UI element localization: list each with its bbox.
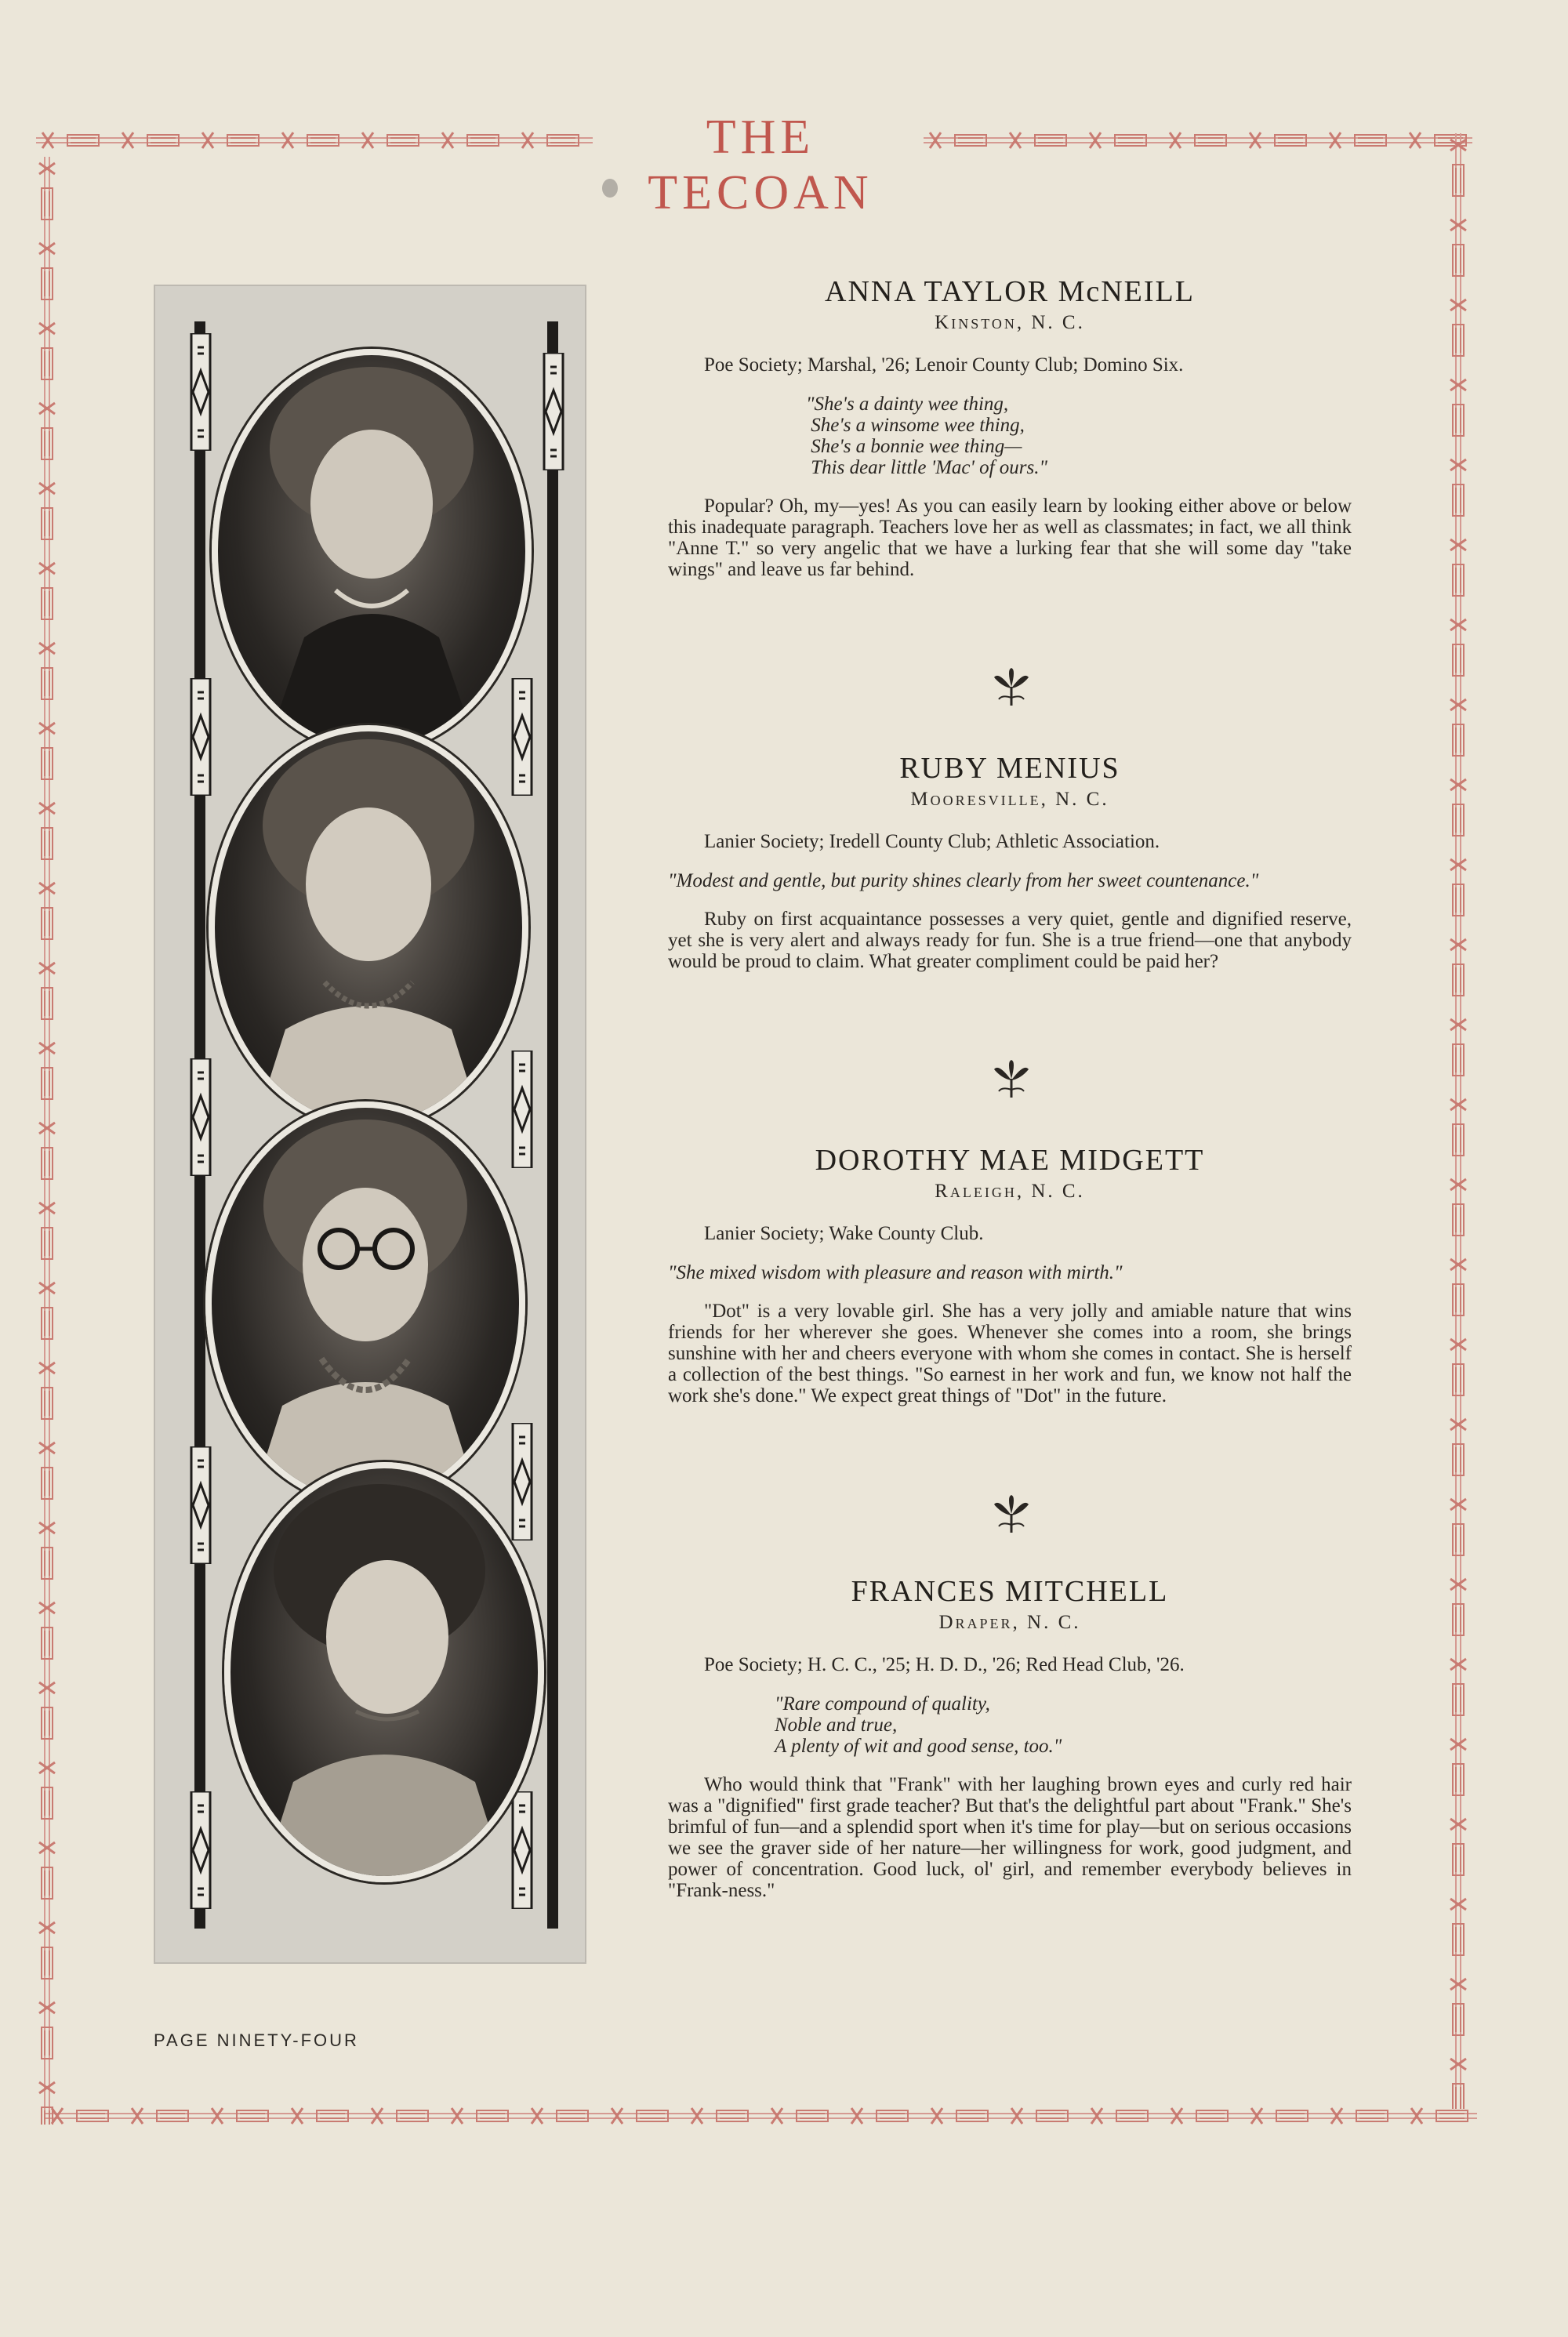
right-rail	[547, 321, 558, 1929]
entry-dorothy-midgett	[668, 1143, 1352, 1406]
entry-anna-mcneill	[668, 274, 1352, 580]
student-name: FRANCES MITCHELL	[851, 1575, 1169, 1608]
biography: Popular? Oh, my—yes! As you can easily learn by looking either above or below this inadequate paragraph. Teachers love her as well as classmates; in fact, we all think "Anne T." so very angelic that we have a lurking fear that she will some day "take wings" and leave us far behind.	[668, 495, 1352, 580]
hometown: Mooresville, N. C.	[910, 789, 1109, 810]
biography: Ruby on first acquaintance possesses a very quiet, gentle and dignified reserve, yet she is very alert and always ready for fun. She is a true friend—one that anybody would be proud to claim. What greater compliment could be paid her?	[668, 909, 1352, 972]
page-number: PAGE NINETY-FOUR	[154, 2030, 359, 2050]
student-name: RUBY MENIUS	[899, 752, 1120, 785]
diamond-ornament-icon	[538, 353, 569, 470]
portrait-dorothy-midgett	[212, 1108, 519, 1500]
portrait-anna-mcneill	[218, 355, 525, 747]
diamond-ornament-icon	[185, 678, 216, 796]
quote: "She mixed wisdom with pleasure and reason with mirth."	[668, 1262, 1123, 1283]
bottom-border-ornament	[45, 2105, 1477, 2127]
student-name: ANNA TAYLOR McNEILL	[825, 275, 1195, 308]
student-name: DOROTHY MAE MIDGETT	[815, 1144, 1205, 1177]
top-right-border-ornament	[924, 129, 1472, 151]
hometown: Draper, N. C.	[938, 1612, 1081, 1633]
hometown: Raleigh, N. C.	[935, 1181, 1085, 1202]
portrait-ruby-menius	[215, 731, 522, 1123]
running-head: THE TECOAN	[648, 111, 873, 220]
portrait-photo	[212, 349, 532, 753]
quote: "She's a dainty wee thing, She's a winsome wee thing, She's a bonnie wee thing— This dear little 'Mac' of ours."	[806, 394, 1047, 478]
organizations: Lanier Society; Wake County Club.	[704, 1223, 984, 1244]
organizations: Poe Society; H. C. C., '25; H. D. D., '26; Red Head Club, '26.	[704, 1654, 1185, 1675]
portrait-photo	[224, 1462, 544, 1882]
diamond-ornament-icon	[185, 333, 216, 451]
entry-frances-mitchell	[668, 1574, 1352, 1901]
organizations: Lanier Society; Iredell County Club; Athletic Association.	[704, 831, 1160, 852]
right-border-ornament	[1447, 133, 1469, 2109]
tulip-ornament-icon	[988, 666, 1035, 707]
ink-blot	[602, 179, 618, 198]
top-left-border-ornament	[36, 129, 593, 151]
diamond-ornament-icon	[185, 1791, 216, 1909]
biography: "Dot" is a very lovable girl. She has a very jolly and amiable nature that wins friends for her wherever she goes. Whenever she comes into a room, she brings sunshine with her and cheers everyone with whom she comes in contact. She is herself a collection of the best things. "So earnest in her work and fun, we know not half the work she's done." We expect great things of "Dot" in the future.	[668, 1301, 1352, 1406]
portrait-panel	[154, 285, 586, 1964]
portrait-photo	[209, 725, 528, 1130]
organizations: Poe Society; Marshal, '26; Lenoir County Club; Domino Six.	[704, 354, 1184, 376]
left-border-ornament	[36, 157, 58, 2125]
quote: "Modest and gentle, but purity shines clearly from her sweet countenance."	[668, 870, 1259, 891]
quote: "Rare compound of quality, Noble and true, A plenty of wit and good sense, too."	[775, 1693, 1062, 1757]
entry-ruby-menius	[668, 751, 1352, 972]
tulip-ornament-icon	[988, 1058, 1035, 1099]
hometown: Kinston, N. C.	[935, 312, 1085, 333]
portrait-frances-mitchell	[230, 1468, 538, 1876]
biography: Who would think that "Frank" with her laughing brown eyes and curly red hair was a "dignified" first grade teacher? But that's the delightful part about "Frank." She's brimful of fun—and a splendid sport when it's time for play—but on serious occasions we see the graver side of her nature—her willingness for work, good judgment, and power of concentration. Good luck, ol' girl, and remember everybody believes in "Frank-ness."	[668, 1774, 1352, 1901]
tulip-ornament-icon	[988, 1493, 1035, 1534]
portrait-photo	[205, 1101, 525, 1506]
